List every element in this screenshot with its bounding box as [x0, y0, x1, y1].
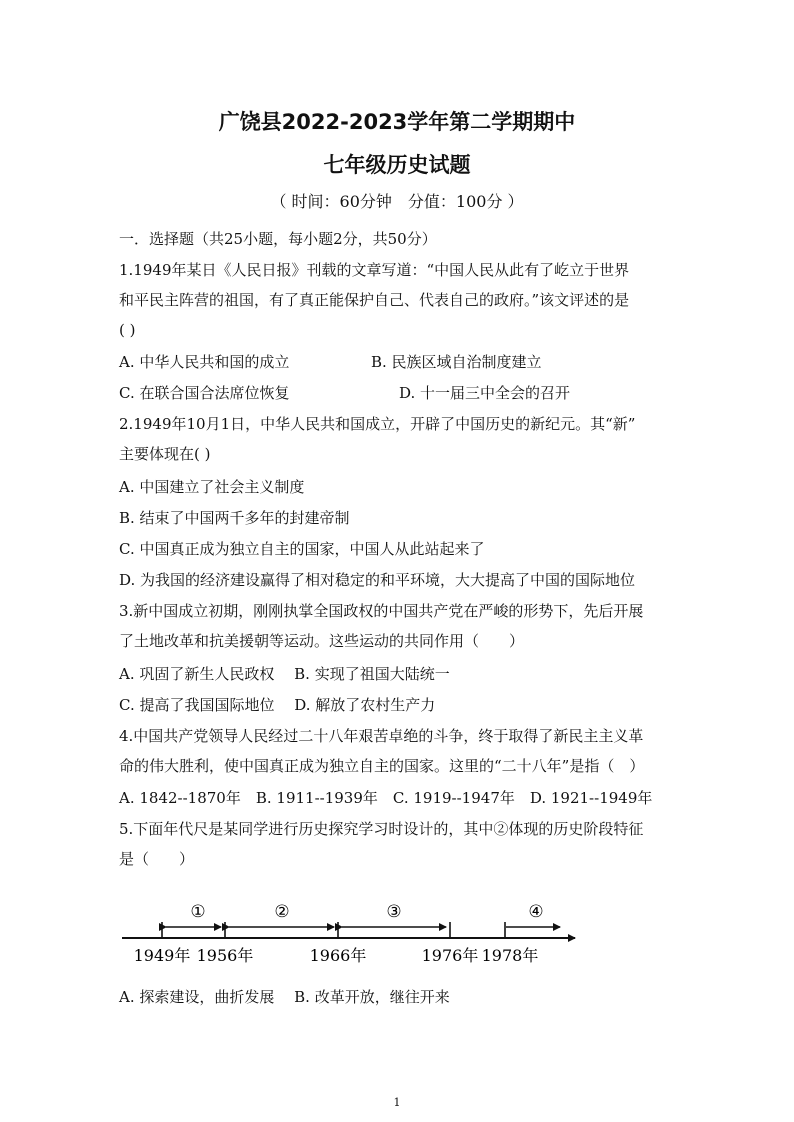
- q5-options-ab: A. 探索建设，曲折发展 B. 改革开放，继往开来: [119, 988, 450, 1006]
- q1-option-b: B. 民族区域自治制度建立: [371, 353, 542, 371]
- q2-stem-line1: 2.1949年10月1日，中华人民共和国成立，开辟了中国历史的新纪元。其“新”: [119, 415, 636, 433]
- q5-stem-line1: 5.下面年代尺是某同学进行历史探究学习时设计的，其中②体现的历史阶段特征: [119, 820, 644, 838]
- year-1966: 1966年: [309, 946, 367, 965]
- marker-3: ③: [386, 902, 402, 922]
- q4-options: A. 1842--1870年 B. 1911--1939年 C. 1919--1947年 D. 1921--1949年: [119, 789, 653, 807]
- q5-stem-line2: 是（ ）: [119, 850, 195, 868]
- exam-title: 广饶县2022-2023学年第二学期期中: [218, 110, 576, 134]
- q2-option-a: A. 中国建立了社会主义制度: [119, 478, 305, 496]
- year-1978: 1978年: [481, 946, 539, 965]
- q3-stem-line2: 了土地改革和抗美援朝等运动。这些运动的共同作用（ ）: [119, 632, 525, 650]
- marker-2: ②: [274, 902, 290, 922]
- q2-option-d: D. 为我国的经济建设赢得了相对稳定的和平环境，大大提高了中国的国际地位: [119, 571, 636, 589]
- exam-subtitle: 七年级历史试题: [323, 153, 471, 177]
- q4-stem-line1: 4.中国共产党领导人民经过二十八年艰苦卓绝的斗争，终于取得了新民主主义革: [119, 727, 644, 745]
- year-1956: 1956年: [196, 946, 254, 965]
- q2-stem-line2: 主要体现在( ): [119, 445, 211, 463]
- q3-options-cd: C. 提高了我国国际地位 D. 解放了农村生产力: [119, 696, 436, 714]
- year-1949: 1949年: [133, 946, 191, 965]
- q4-stem-line2: 命的伟大胜利，使中国真正成为独立自主的国家。这里的“二十八年”是指（ ）: [119, 757, 645, 775]
- section-heading: 一．选择题（共25小题，每小题2分，共50分）: [119, 230, 437, 248]
- timeline-diagram: [120, 895, 590, 975]
- q1-stem-line2: 和平民主阵营的祖国，有了真正能保护自己、代表自己的政府。”该文评述的是: [119, 291, 630, 309]
- marker-4: ④: [528, 902, 544, 922]
- q2-option-b: B. 结束了中国两千多年的封建帝制: [119, 509, 350, 527]
- year-1976: 1976年: [421, 946, 479, 965]
- marker-1: ①: [190, 902, 206, 922]
- q1-option-c: C. 在联合国合法席位恢复: [119, 384, 290, 402]
- q1-option-d: D. 十一届三中全会的召开: [399, 384, 571, 402]
- q3-stem-line1: 3.新中国成立初期，刚刚执掌全国政权的中国共产党在严峻的形势下，先后开展: [119, 602, 644, 620]
- page-number: 1: [393, 1096, 401, 1109]
- q2-option-c: C. 中国真正成为独立自主的国家，中国人从此站起来了: [119, 540, 485, 558]
- q1-option-a: A. 中华人民共和国的成立: [119, 353, 290, 371]
- q3-options-ab: A. 巩固了新生人民政权 B. 实现了祖国大陆统一: [119, 665, 450, 683]
- q1-stem-line3: ( ): [119, 321, 136, 339]
- q1-stem-line1: 1.1949年某日《人民日报》刊载的文章写道：“中国人民从此有了屹立于世界: [119, 261, 630, 279]
- exam-time-info: （ 时间：60分钟 分值：100分 ）: [270, 192, 524, 211]
